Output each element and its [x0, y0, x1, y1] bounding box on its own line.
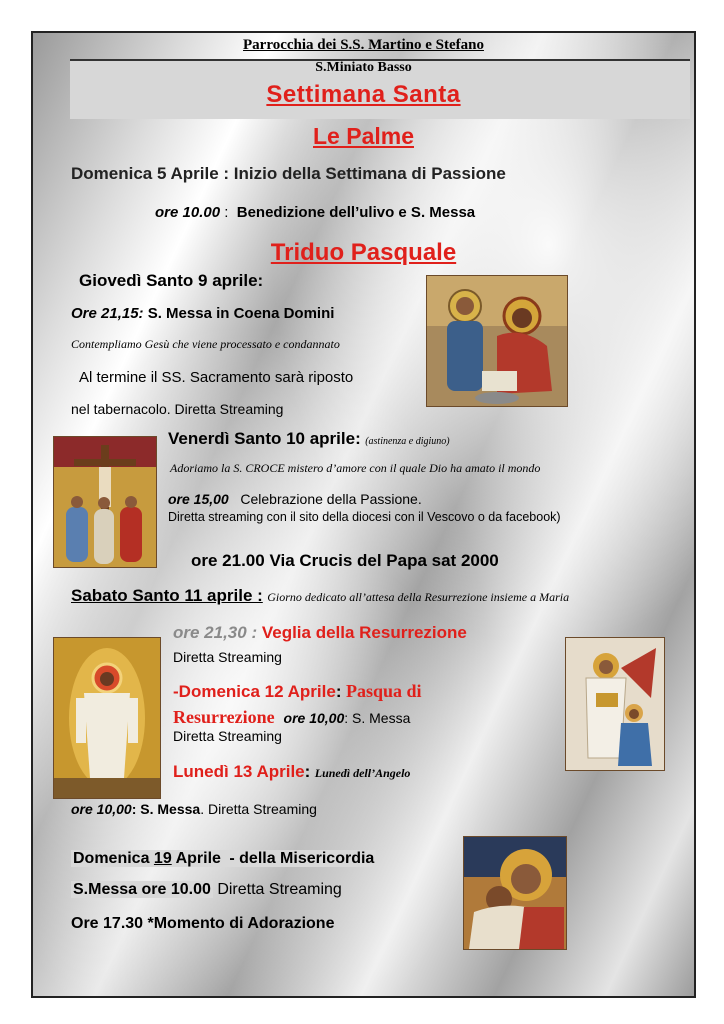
lunedi-mass-line [71, 801, 317, 817]
venerdi-title: Venerdì Santo 10 aprile: [168, 429, 361, 448]
sabato-line [71, 586, 569, 606]
misericordia-date [71, 850, 223, 867]
lunedi-line [173, 762, 410, 782]
misericordia-stream: Diretta Streaming [212, 881, 342, 898]
giovedi-note: Contempliamo Gesù che viene processato e condannato [71, 337, 340, 351]
giovedi-line4: nel tabernacolo. Diretta Streaming [71, 401, 284, 417]
palme-desc: Benedizione dell’ulivo e S. Messa [236, 204, 476, 221]
page-title: Settimana Santa [266, 81, 461, 108]
lunedi-colon: : [304, 762, 311, 781]
pasqua-line2 [173, 707, 410, 728]
pasqua-stream: Diretta Streaming [173, 728, 282, 744]
giovedi-mass: S. Messa in Coena Domini [143, 305, 335, 322]
giovedi-time: Ore 21,15: [71, 305, 144, 322]
palme-heading: Le Palme [313, 123, 414, 149]
misericordia-line2 [71, 881, 342, 899]
sabato-note: Giorno dedicato all’attesa della Resurrezione insieme a Maria [267, 590, 570, 604]
venerdi-note: Adoriamo la S. CROCE mistero d’amore con il quale Dio ha amato il mondo [170, 461, 541, 475]
triduo-heading: Triduo Pasquale [270, 239, 457, 266]
mosaic-angel-and-woman [565, 637, 665, 771]
via-crucis: ore 21.00 Via Crucis del Papa sat 2000 [191, 551, 499, 570]
misericordia-line1 [71, 850, 376, 868]
venerdi-time: ore 15,00 [168, 491, 229, 507]
giovedi-title: Giovedì Santo 9 aprile: [79, 271, 264, 290]
sabato-title: Sabato Santo 11 aprile : [71, 586, 263, 605]
adorazione: Ore 17.30 *Momento di Adorazione [71, 915, 335, 932]
palme-date: Domenica 5 Aprile : Inizio della Settimana di Passione [71, 164, 506, 183]
lunedi-stream: . Diretta Streaming [200, 801, 317, 817]
pasqua-date: -Domenica 12 Aprile [173, 682, 336, 701]
place-name: S.Miniato Basso [315, 60, 412, 75]
pasqua-mass: : S. Messa [344, 710, 411, 726]
pasqua-time: ore 10,00 [283, 710, 345, 726]
palme-sep: : [220, 204, 229, 221]
mosaic-christ-embrace [463, 836, 567, 950]
giovedi-line3: Al termine il SS. Sacramento sarà riposto [79, 369, 354, 386]
venerdi-stream: Diretta streaming con il sito della diocesi con il Vescovo o da facebook) [168, 510, 561, 524]
palme-line [155, 204, 475, 221]
lunedi-mass: : S. Messa [131, 801, 201, 817]
pasqua-line1 [173, 681, 422, 702]
veglia-stream: Diretta Streaming [173, 649, 282, 665]
lunedi-time: ore 10,00 [71, 801, 132, 817]
washing-image [427, 276, 567, 406]
giovedi-mass-line [71, 305, 334, 322]
angel-image [566, 638, 664, 770]
venerdi-desc: Celebrazione della Passione. [240, 491, 422, 507]
pasqua-resurrezione: Resurrezione [173, 707, 275, 727]
mercy-image [464, 837, 566, 949]
pasqua-label: Pasqua di [341, 681, 422, 701]
misericordia-mass: S.Messa ore 10.00 [73, 881, 211, 898]
mosaic-washing-of-feet [426, 275, 568, 407]
misericordia-month: Aprile [171, 850, 221, 867]
poster [31, 31, 696, 998]
lunedi-title: Lunedì 13 Aprile [173, 762, 305, 781]
resurrection-image [54, 638, 160, 798]
veglia-line [173, 623, 467, 643]
venerdi-title-line [168, 429, 450, 449]
misericordia-number: 19 [153, 850, 172, 867]
misericordia-day: Domenica [73, 850, 154, 867]
crucifixion-image [54, 437, 156, 567]
palme-time: ore 10.00 [155, 204, 221, 221]
mosaic-crucifixion [53, 436, 157, 568]
veglia-time: ore 21,30 : [173, 623, 258, 642]
lunedi-angelo: Lunedì dell’Angelo [314, 766, 411, 780]
parish-name: Parrocchia dei S.S. Martino e Stefano [243, 37, 484, 53]
venerdi-fast: (astinenza e digiuno) [365, 436, 450, 447]
pasqua-colon: : [335, 682, 342, 701]
mosaic-risen-christ [53, 637, 161, 799]
veglia-title: Veglia della Resurrezione [257, 623, 467, 642]
venerdi-time-line [168, 491, 422, 507]
misericordia-title: - della Misericordia [224, 850, 375, 867]
